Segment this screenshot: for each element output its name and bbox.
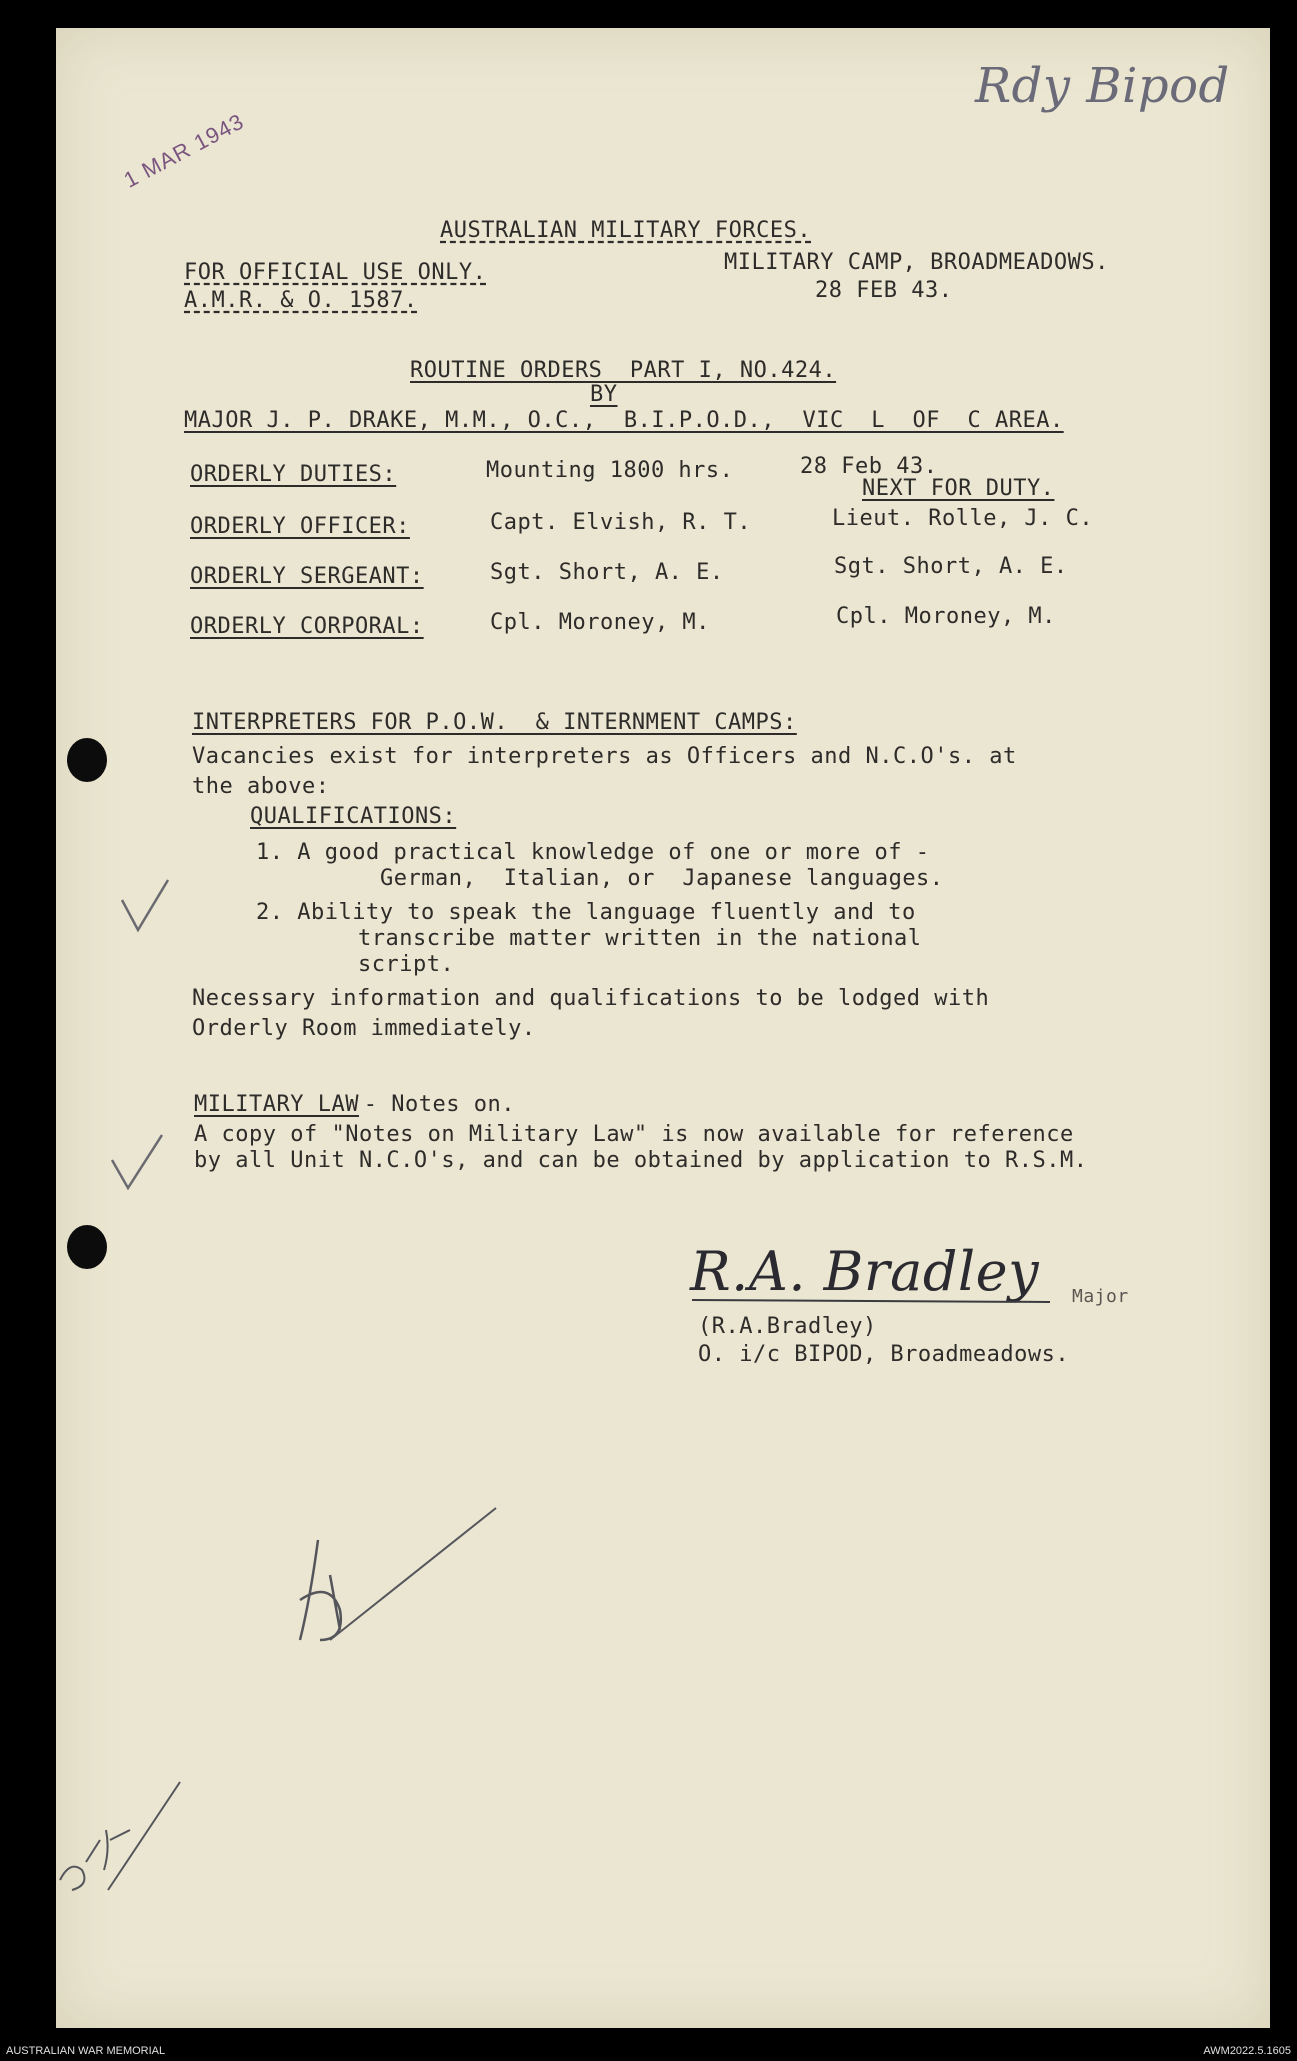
duty-role: ORDERLY SERGEANT:: [190, 564, 424, 589]
footer-right: AWM2022.5.1605: [1203, 2045, 1291, 2057]
signature: R.A. Bradley: [690, 1240, 1040, 1303]
military-law-line: by all Unit N.C.O's, and can be obtained by application to R.S.M.: [194, 1148, 1088, 1173]
punch-hole-top: [67, 738, 107, 782]
punch-hole-bottom: [67, 1225, 107, 1269]
interpreters-heading: INTERPRETERS FOR P.O.W. & INTERNMENT CAMPS:: [192, 710, 797, 735]
duty-next: Lieut. Rolle, J. C.: [832, 506, 1094, 531]
orders-by: BY: [590, 382, 618, 407]
mounting-time: Mounting 1800 hrs.: [486, 458, 734, 483]
camp-location: MILITARY CAMP, BROADMEADOWS.: [724, 250, 1109, 275]
footer-left: AUSTRALIAN WAR MEMORIAL: [6, 2045, 166, 2057]
handwritten-note: Rdy Bipod: [975, 58, 1230, 114]
signatory-name: (R.A.Bradley): [698, 1314, 877, 1339]
qualification-item: script.: [358, 952, 455, 977]
next-for-duty-label: NEXT FOR DUTY.: [862, 476, 1055, 501]
duty-next: Sgt. Short, A. E.: [834, 554, 1068, 579]
duty-next: Cpl. Moroney, M.: [836, 604, 1056, 629]
interpreters-info: Necessary information and qualifications to be lodged with: [192, 986, 990, 1011]
document-title: AUSTRALIAN MILITARY FORCES.: [440, 218, 812, 243]
military-law-line: A copy of "Notes on Military Law" is now available for reference: [194, 1122, 1074, 1147]
routine-orders-title: ROUTINE ORDERS PART I, NO.424.: [410, 358, 837, 383]
header-date: 28 FEB 43.: [815, 278, 953, 303]
qualification-item: 1. A good practical knowledge of one or more of -: [256, 840, 930, 865]
orderly-duties-label: ORDERLY DUTIES:: [190, 462, 397, 487]
duty-current: Sgt. Short, A. E.: [490, 560, 724, 585]
received-date-stamp: 1 MAR 1943: [119, 108, 249, 193]
signatory-title: O. i/c BIPOD, Broadmeadows.: [698, 1342, 1070, 1367]
interpreters-line: the above:: [192, 774, 330, 799]
duty-current: Capt. Elvish, R. T.: [490, 510, 752, 535]
qualification-item: 2. Ability to speak the language fluently and to: [256, 900, 916, 925]
duty-current: Cpl. Moroney, M.: [490, 610, 710, 635]
military-law-heading: MILITARY LAW: [194, 1092, 359, 1117]
interpreters-info: Orderly Room immediately.: [192, 1016, 536, 1041]
qualification-item: transcribe matter written in the national: [358, 926, 922, 951]
orders-issuer: MAJOR J. P. DRAKE, M.M., O.C., B.I.P.O.D., VIC L OF C AREA.: [184, 408, 1064, 433]
qualifications-heading: QUALIFICATIONS:: [250, 804, 457, 829]
duties-date: 28 Feb 43.: [800, 454, 938, 479]
amr-reference: A.M.R. & O. 1587.: [184, 288, 418, 313]
interpreters-line: Vacancies exist for interpreters as Officers and N.C.O's. at: [192, 744, 1017, 769]
military-law-notes: - Notes on.: [350, 1092, 515, 1117]
duty-role: ORDERLY CORPORAL:: [190, 614, 424, 639]
official-use-line: FOR OFFICIAL USE ONLY.: [184, 260, 487, 285]
duty-role: ORDERLY OFFICER:: [190, 514, 410, 539]
qualification-item: German, Italian, or Japanese languages.: [380, 866, 944, 891]
signatory-rank: Major: [1072, 1286, 1129, 1307]
